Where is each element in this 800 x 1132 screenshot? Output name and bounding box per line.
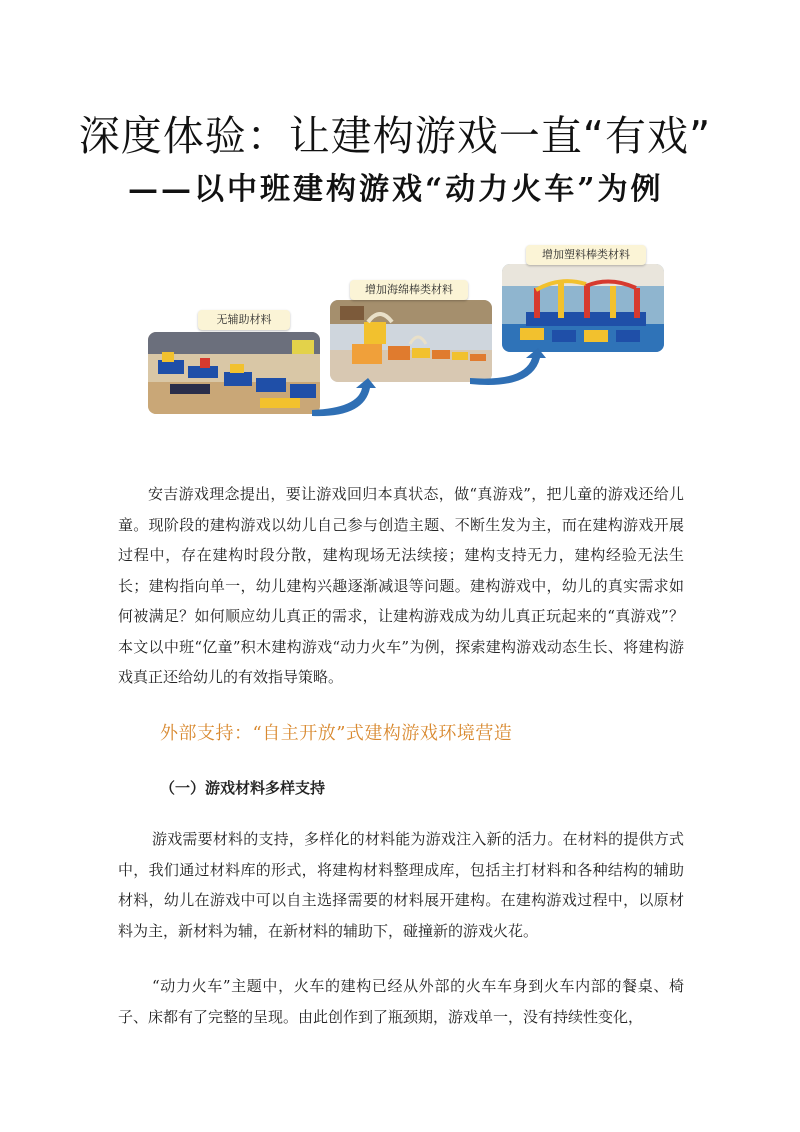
photo-no-aux-material xyxy=(148,332,320,414)
intro-paragraph: 安吉游戏理念提出，要让游戏回归本真状态，做“真游戏”，把儿童的游戏还给儿童。现阶段的建构游戏以幼儿自己参与创造主题、不断生发为主，而在建构游戏开展过程中，存在建构时段分散，建构现场无法续接；建构支持无力，建构经验无法生长；建构指向单一，幼儿建构兴趣逐渐减退等问题。建构游戏中，幼儿的真实需求如何被满足？如何顺应幼儿真正的需求，让建构游戏成为幼儿真正玩起来的“真游戏”？本文以中班“亿童”积木建构游戏“动力火车”为例，探索建构游戏动态生长、将建构游戏真正还给幼儿的有效指导策略。 xyxy=(118,485,684,686)
section-heading: 外部支持：“自主开放”式建构游戏环境营造 xyxy=(160,723,513,744)
stage-label-1: 无辅助材料 xyxy=(198,310,290,330)
arrow-stage-1-to-2 xyxy=(312,378,376,416)
photo-sponge-rod-material xyxy=(330,300,492,382)
stage-label-2: 增加海绵棒类材料 xyxy=(350,280,468,300)
subsection-heading: （一）游戏材料多样支持 xyxy=(160,779,326,797)
document-title: 深度体验：让建构游戏一直“有戏” xyxy=(78,112,712,160)
power-train-paragraph: “动力火车”主题中，火车的建构已经从外部的火车车身到火车内部的餐桌、椅子、床都有了完整的呈现。由此创作到了瓶颈期，游戏单一，没有持续性变化， xyxy=(118,977,684,1026)
construction-stages-figure xyxy=(140,232,680,422)
stage-label-3: 增加塑料棒类材料 xyxy=(526,245,646,265)
photo-plastic-rod-material xyxy=(502,264,664,352)
materials-paragraph: 游戏需要材料的支持，多样化的材料能为游戏注入新的活力。在材料的提供方式中，我们通过材料库的形式，将建构材料整理成库，包括主打材料和各种结构的辅助材料，幼儿在游戏中可以自主选择需要的材料展开建构。在建构游戏过程中，以原材料为主，新材料为辅，在新材料的辅助下，碰撞新的游戏火花。 xyxy=(118,830,684,940)
document-subtitle: ——以中班建构游戏“动力火车”为例 xyxy=(128,172,664,207)
